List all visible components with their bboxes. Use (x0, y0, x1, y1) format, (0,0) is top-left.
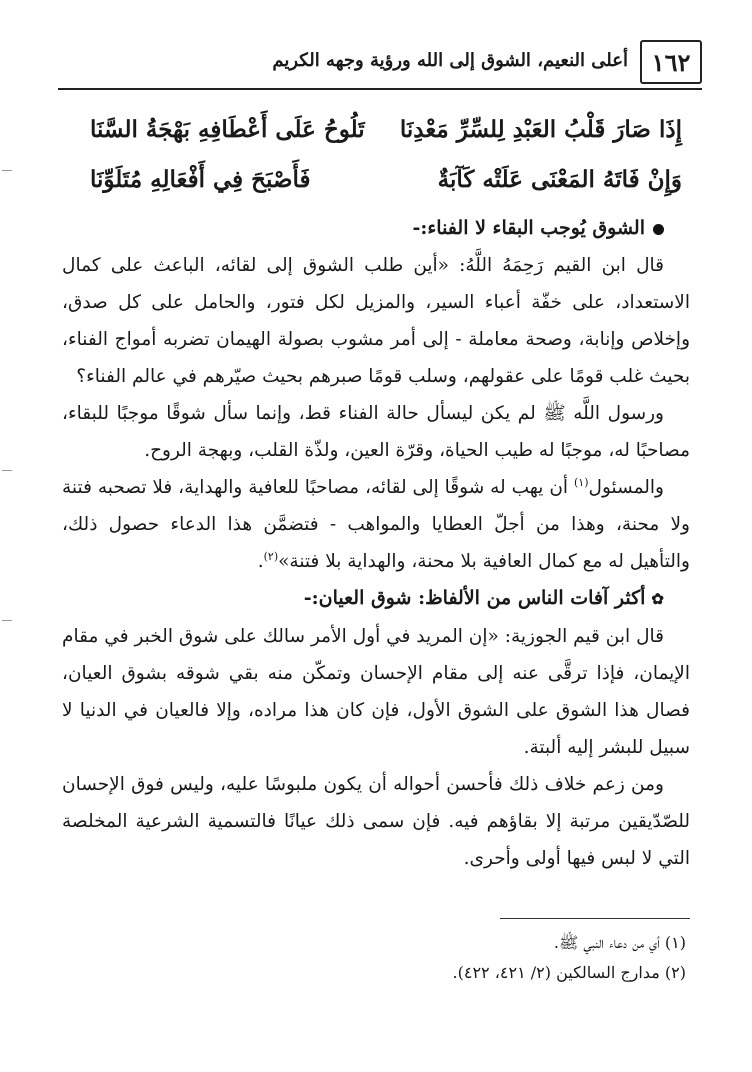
paragraph-text: والمسئول (588, 477, 664, 498)
poem-second-hemistich: تَلُوحُ عَلَى أَعْطَافِهِ بَهْجَةُ السَّنَا (90, 116, 365, 143)
heading-text: أكثر آفات الناس من الألفاظ: شوق العيان:- (303, 587, 646, 609)
poem-first-hemistich: إِذَا صَارَ قَلْبُ العَبْدِ لِلسِّرِّ مَعْدِنَا (399, 116, 682, 143)
scan-edge-mark (2, 170, 12, 171)
paragraph: قال ابن القيم رَحِمَهُ اللَّهُ: «أين طلب الشوق إلى لقائه، الباعث على كمال الاستعداد، على خفّة أعباء السير، والمزيل لكل فتور، والحامل على كل صدق، وإخلاص وإنابة، وصحة معاملة - إلى أمر مشوب بصولة الهيمان تضربه أمواج الفناء، بحيث غلب قومًا على عقولهم، وسلب قومًا صبرهم بحيث صيّرهم في عالم الفناء؟ (62, 255, 690, 387)
heading-text: الشوق يُوجب البقاء لا الفناء:- (412, 217, 645, 239)
paragraph-text: أن يهب له شوقًا إلى لقائه، مصاحبًا للعافية والهداية، فلا تصحبه فتنة ولا محنة، وهذا من أجلّ العطايا والمواهب - فتضمَّن هذا الدعاء حصول ذلك، والتأهيل له مع كمال العافية بلا محنة، والهداية بلا فتنة» (62, 477, 690, 572)
poem-verse (90, 166, 682, 216)
running-title: أعلى النعيم، الشوق إلى الله ورؤية وجهه الكريم (272, 50, 628, 71)
paragraph-text: . (257, 551, 264, 572)
scan-edge-mark (2, 470, 12, 471)
poem (90, 116, 682, 216)
main-text (62, 210, 690, 877)
bullet-dot-icon (653, 224, 664, 235)
footnote-ref: (٢) (263, 549, 279, 563)
flower-icon: ✿ (651, 590, 664, 608)
paragraph: قال ابن قيم الجوزية: «إن المريد في أول الأمر سالك على شوق الخبر في مقام الإيمان، فإذا ترقَّى عنه إلى مقام الإحسان وتمكّن منه بقي شوقه بشوق العيان، فصال هذا الشوق على الشوق الأول، فإن كان هذا مراده، وإلا فالعيان في الدنيا لا سبيل للبشر إليه ألبتة. (62, 626, 690, 758)
footnote: (١) أي من دعاء النبي ﷺ. (553, 933, 686, 952)
paragraph (62, 469, 690, 580)
poem-first-hemistich: وَإِنْ فَاتَهُ المَعْنَى عَلَتْه كَآبَةٌ (437, 166, 682, 193)
footnotes (66, 928, 686, 988)
section-heading (62, 210, 690, 247)
footnote: (٢) مدارج السالكين (٢/ ٤٢١، ٤٢٢). (452, 963, 686, 982)
poem-second-hemistich: فَأَصْبَحَ فِي أَفْعَالِهِ مُتَلَوِّنَا (90, 166, 311, 193)
footnote-ref: (١) (573, 475, 589, 489)
section-heading (62, 580, 690, 618)
paragraph: ومن زعم خلاف ذلك فأحسن أحواله أن يكون ملبوسًا عليه، وليس فوق الإحسان للصّدّيقين مرتبة إلا بقاؤهم فيه. فإن سمى ذلك عيانًا فالتسمية الشرعية المخلصة التي لا لبس فيها أولى وأحرى. (62, 774, 690, 869)
footnote-divider (500, 918, 690, 919)
running-header (58, 40, 702, 90)
scan-edge-mark (2, 620, 12, 621)
poem-verse (90, 116, 682, 166)
paragraph: ورسول اللَّه ﷺ لم يكن ليسأل حالة الفناء قط، وإنما سأل شوقًا موجبًا للبقاء، مصاحبًا له، موجبًا له طيب الحياة، وقرّة العين، ولذّة القلب، وبهجة الروح. (62, 403, 690, 461)
page-number: ١٦٢ (640, 40, 702, 84)
